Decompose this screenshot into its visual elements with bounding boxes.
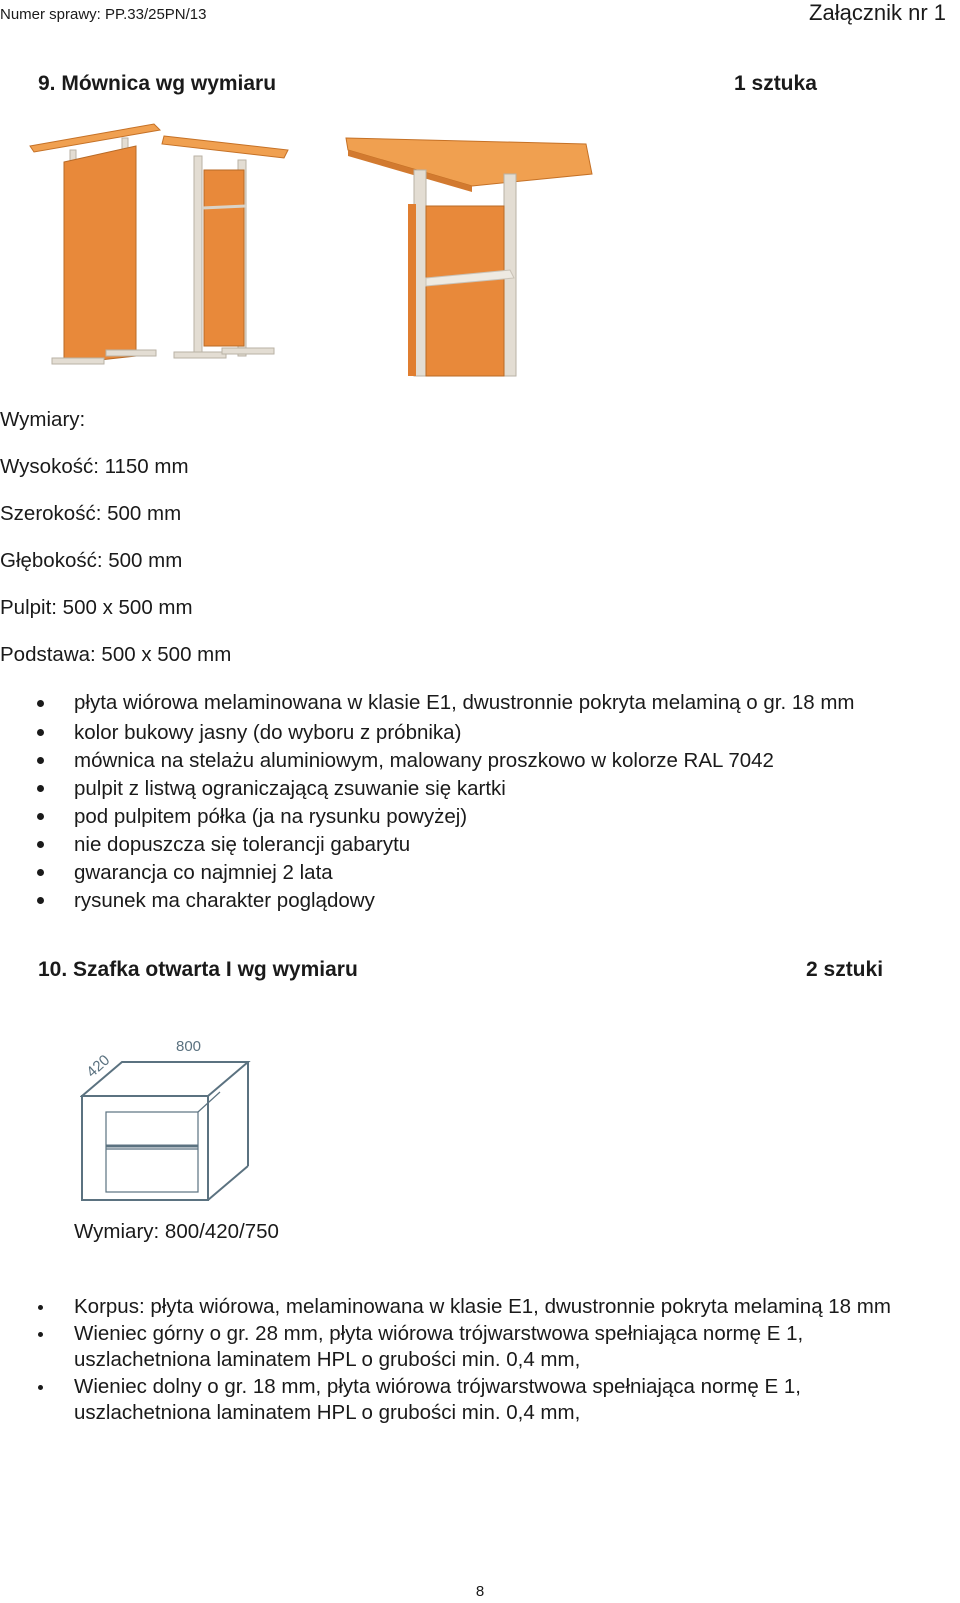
list-item: rysunek ma charakter poglądowy [74,887,942,915]
section-9-spec-list [74,690,942,915]
lectern-side-view [162,136,288,358]
cabinet-drawing [80,1030,260,1210]
lectern-illustration [26,120,616,380]
list-item: kolor bukowy jasny (do wyboru z próbnika) [74,719,942,747]
bullet-icon [37,897,44,904]
attachment-label: Załącznik nr 1 [809,0,946,25]
section-10-dimensions: Wymiary: 800/420/750 [74,1220,279,1243]
dimension-width: Szerokość: 500 mm [0,502,182,525]
bullet-icon [38,1305,43,1310]
list-item: mównica na stelażu aluminiowym, malowany proszkowo w kolorze RAL 7042 [74,747,942,775]
width-dimension-label: 800 [176,1038,202,1055]
bullet-icon [37,813,44,820]
list-item: pod pulpitem półka (ja na rysunku powyżej) [74,803,942,831]
list-item: gwarancja co najmniej 2 lata [74,859,942,887]
list-item: Korpus: płyta wiórowa, melaminowana w klasie E1, dwustronnie pokryta melaminą 18 mm [74,1294,942,1320]
section-9-dimensions [0,396,231,678]
dimension-depth: Głębokość: 500 mm [0,549,183,572]
bullet-icon [38,1385,43,1390]
list-item: Wieniec dolny o gr. 18 mm, płyta wiórowa trójwarstwowa spełniająca normę E 1, uszlachetniona laminatem HPL o grubości min. 0,4 mm, [74,1374,864,1426]
section-10-quantity: 2 sztuki [806,958,884,981]
bullet-icon [37,785,44,792]
case-number: Numer sprawy: PP.33/25PN/13 [0,6,207,23]
bullet-icon [37,757,44,764]
bullet-icon [38,1332,43,1337]
dimension-desk: Pulpit: 500 x 500 mm [0,596,193,619]
lectern-close-up [346,138,592,376]
section-10-spec-list [74,1294,942,1426]
bullet-icon [37,841,44,848]
bullet-icon [37,869,44,876]
section-9-quantity: 1 sztuka [734,72,817,95]
list-item: płyta wiórowa melaminowana w klasie E1, dwustronnie pokryta melaminą o gr. 18 mm [74,690,942,716]
section-10-title: 10. Szafka otwarta I wg wymiaru [38,958,358,981]
bullet-icon [37,700,44,707]
dimensions-heading: Wymiary: [0,408,86,431]
page-number: 8 [475,1583,485,1600]
list-item: pulpit z listwą ograniczającą zsuwanie się kartki [74,775,942,803]
list-item: Wieniec górny o gr. 28 mm, płyta wiórowa trójwarstwowa spełniająca normę E 1, uszlachetniona laminatem HPL o grubości min. 0,4 mm, [74,1321,864,1373]
dimension-height: Wysokość: 1150 mm [0,455,189,478]
list-item: nie dopuszcza się tolerancji gabarytu [74,831,942,859]
dimension-base: Podstawa: 500 x 500 mm [0,643,232,666]
depth-dimension-label: 420 [83,1051,114,1081]
bullet-icon [37,729,44,736]
lectern-front-view [30,124,160,364]
section-9-title: 9. Mównica wg wymiaru [38,72,277,95]
